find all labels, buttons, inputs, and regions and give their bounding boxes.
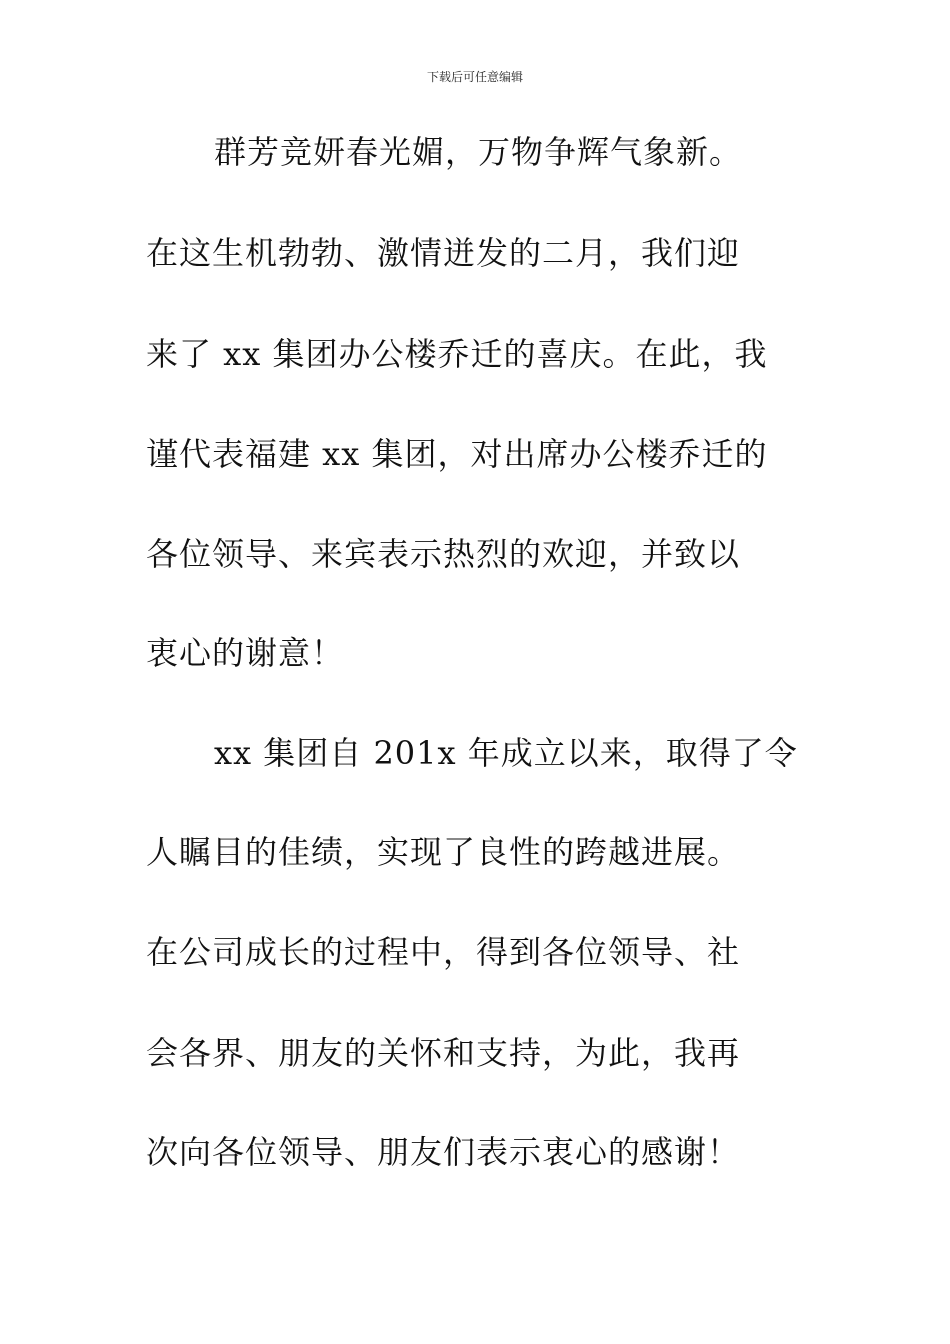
paragraph-line: 来了 xx 集团办公楼乔迁的喜庆。在此，我 [146,335,768,373]
paragraph-line: xx 集团自 201x 年成立以来，取得了令 [214,734,798,772]
paragraph-line: 在这生机勃勃、激情迸发的二月，我们迎 [146,234,741,272]
paragraph-line: 会各界、朋友的关怀和支持，为此，我再 [146,1034,741,1072]
paragraph-line: 各位领导、来宾表示热烈的欢迎，并致以 [146,535,741,573]
paragraph-line: 人瞩目的佳绩，实现了良性的跨越进展。 [146,833,741,871]
paragraph-line: 谨代表福建 xx 集团，对出席办公楼乔迁的 [146,435,768,473]
paragraph-line: 在公司成长的过程中，得到各位领导、社 [146,933,741,971]
paragraph-line: 次向各位领导、朋友们表示衷心的感谢！ [146,1133,741,1171]
paragraph-line: 群芳竞妍春光媚，万物争辉气象新。 [214,133,743,171]
paragraph-line: 衷心的谢意！ [146,634,345,672]
header-note: 下载后可任意编辑 [426,70,523,84]
